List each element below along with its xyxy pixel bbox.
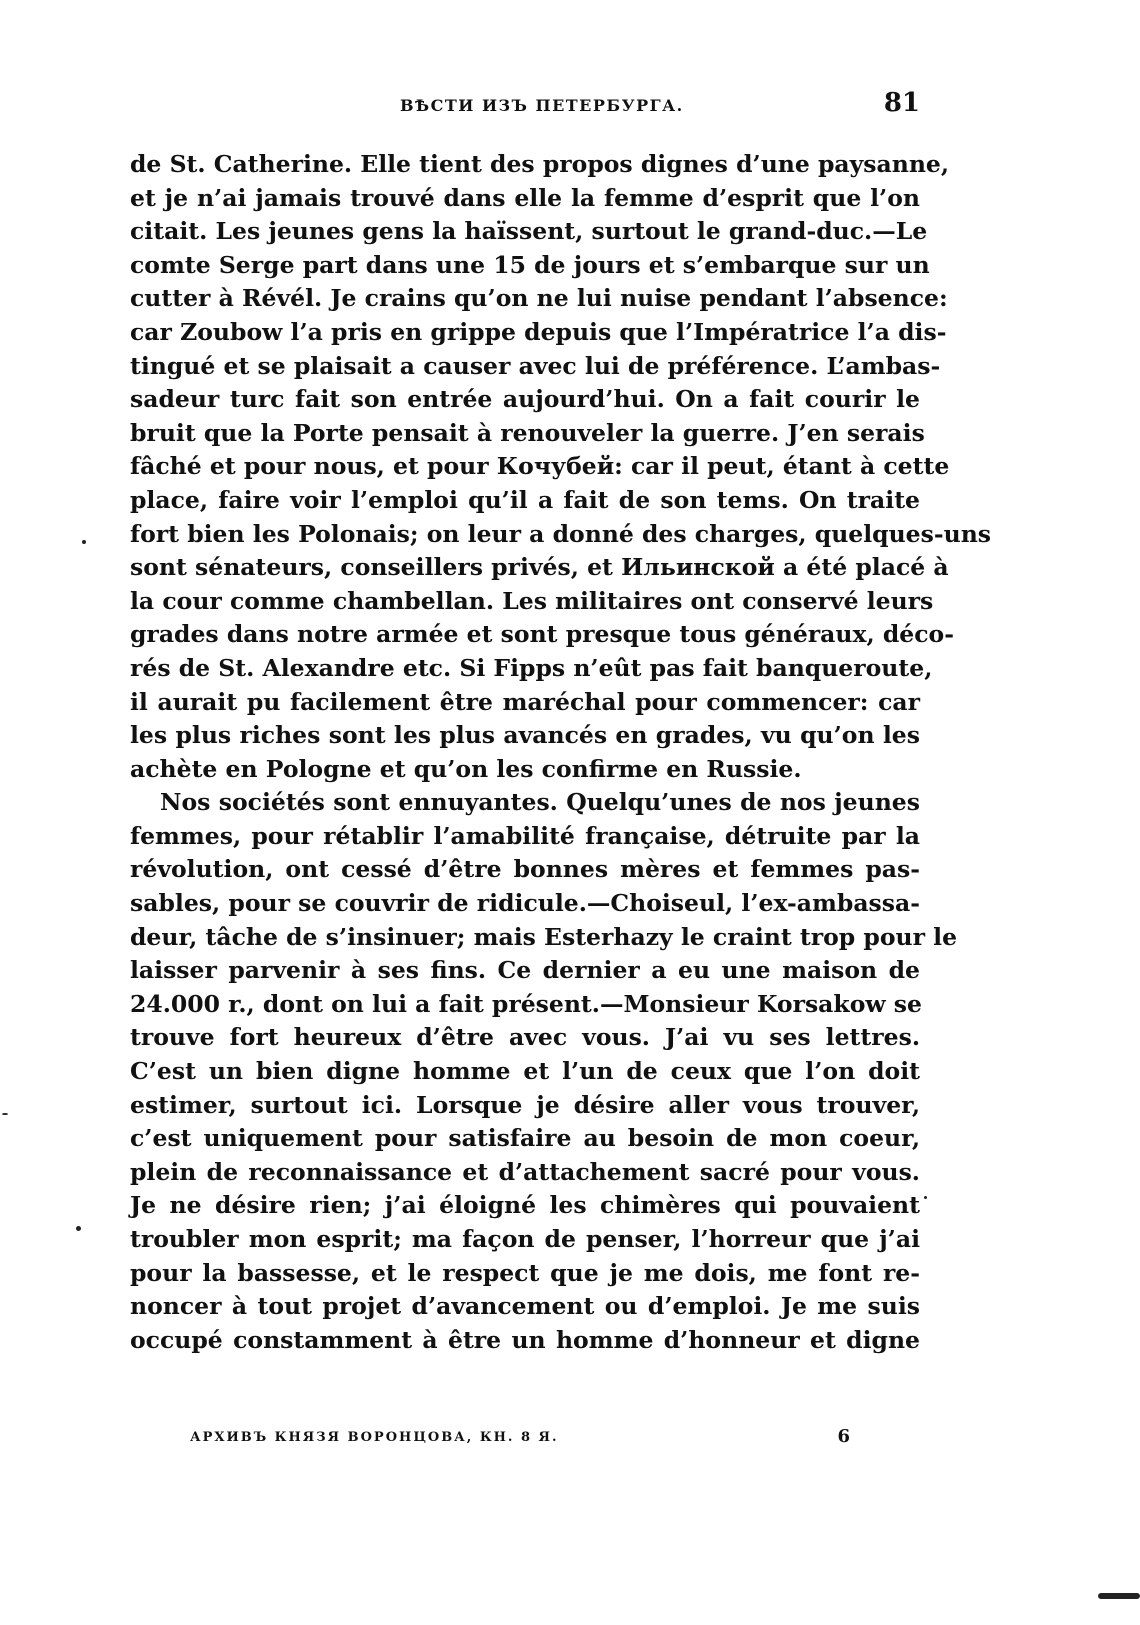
text-line: et je n’ai jamais trouvé dans elle la femme d’esprit que l’on: [130, 183, 920, 212]
text-line: plein de reconnaissance et d’attachement sacré pour vous.: [130, 1157, 920, 1186]
text-line: comte Serge part dans une 15 de jours et s’embarque sur un: [130, 250, 930, 279]
text-line: sont sénateurs, conseillers privés, et Ильинской a été placé à: [130, 553, 949, 582]
text-line: sadeur turc fait son entrée aujourd’hui. On a fait courir le: [130, 385, 920, 414]
scan-speck: [2, 1113, 8, 1115]
text-line: noncer à tout projet d’avancement ou d’emploi. Je me suis: [130, 1292, 920, 1321]
text-line: car Zoubow l’a pris en grippe depuis que l’Impératrice l’a dis-: [130, 317, 947, 346]
text-line: pour la bassesse, et le respect que je me dois, me font re-: [130, 1258, 920, 1287]
scan-dash-mark: [1098, 1593, 1140, 1599]
text-line: laisser parvenir à ses fins. Ce dernier a eu une maison de: [130, 956, 920, 985]
text-line: achète en Pologne et qu’on les confirme en Russie.: [130, 754, 802, 783]
text-line: les plus riches sont les plus avancés en grades, vu qu’on les: [130, 721, 920, 750]
text-line: place, faire voir l’emploi qu’il a fait de son tems. On traite: [130, 485, 920, 514]
footer-signature: АРХИВЪ КНЯЗЯ ВОРОНЦОВА, КН. 8 Я.: [190, 1430, 559, 1445]
scan-speck: [82, 540, 86, 544]
page-number: 81: [883, 88, 920, 118]
text-line: C’est un bien digne homme et l’un de ceux que l’on doit: [130, 1057, 920, 1086]
text-line: estimer, surtout ici. Lorsque je désire aller vous trouver,: [130, 1090, 920, 1119]
text-line: troubler mon esprit; ma façon de penser, l’horreur que j’ai: [130, 1225, 920, 1253]
footer: [190, 1426, 850, 1456]
text-line: rés de St. Alexandre etc. Si Fipps n’eût pas fait banqueroute,: [130, 653, 933, 682]
text-line: sables, pour se couvrir de ridicule.—Choiseul, l’ex-ambassa-: [130, 889, 920, 918]
text-line: femmes, pour rétablir l’amabilité française, détruite par la: [130, 821, 920, 850]
text-line: la cour comme chambellan. Les militaires ont conservé leurs: [130, 586, 934, 615]
text-line: trouve fort heureux d’être avec vous. J’ai vu ses lettres.: [130, 1023, 920, 1052]
text-line: deur, tâche de s’insinuer; mais Esterhazy le craint trop pour le: [130, 922, 958, 951]
text-line: de St. Catherine. Elle tient des propos dignes d’une paysanne,: [130, 150, 950, 178]
running-head: [130, 88, 920, 128]
text-line: il aurait pu facilement être maréchal pour commencer: car: [130, 687, 920, 716]
text-line: Je ne désire rien; j’ai éloigné les chimères qui pouvaient: [130, 1191, 920, 1220]
text-line: révolution, ont cessé d’être bonnes mères et femmes pas-: [130, 855, 920, 884]
scan-speck: [76, 1226, 81, 1231]
scan-speck: [924, 1196, 927, 1199]
text-line: c’est uniquement pour satisfaire au besoin de mon coeur,: [130, 1124, 920, 1153]
text-line: cutter à Révél. Je crains qu’on ne lui nuise pendant l’absence:: [130, 284, 948, 313]
text-line: 24.000 r., dont on lui a fait présent.—Monsieur Korsakow se: [130, 989, 922, 1018]
body-text: [130, 148, 992, 1357]
text-line: fâché et pour nous, et pour Кочубей: car il peut, étant à cette: [130, 452, 950, 481]
text-line: fort bien les Polonais; on leur a donné des charges, quelques-uns: [130, 519, 992, 548]
text-line: bruit que la Porte pensait à renouveler la guerre. J’en serais: [130, 418, 925, 447]
text-line: tingué et se plaisait a causer avec lui de préférence. L’ambas-: [130, 351, 941, 380]
text-line: grades dans notre armée et sont presque tous généraux, déco-: [130, 620, 954, 649]
text-line: citait. Les jeunes gens la haïssent, surtout le grand-duc.—Le: [130, 217, 928, 246]
text-line: Nos sociétés sont ennuyantes. Quelqu’unes de nos jeunes: [160, 788, 920, 817]
sheet-mark: 6: [837, 1426, 850, 1447]
text-line: occupé constamment à être un homme d’honneur et digne: [130, 1325, 920, 1354]
running-title: ВѢСТИ ИЗЪ ПЕТЕРБУРГА.: [400, 96, 684, 115]
